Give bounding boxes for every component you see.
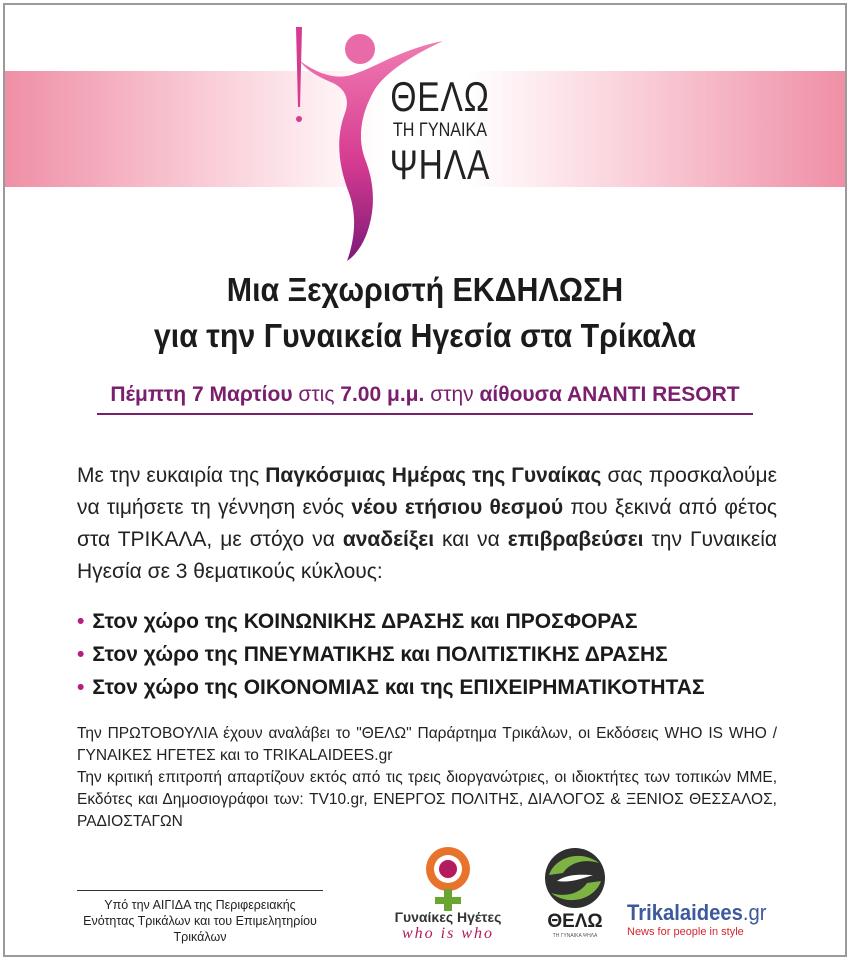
trikalaidees-tld: .gr [742, 900, 767, 925]
bullet-icon: • [77, 643, 85, 666]
body-bold: νέου ετήσιου θεσμού [351, 496, 564, 519]
footnotes [77, 723, 777, 833]
aegis-note: Υπό την ΑΙΓΙΔΑ της Περιφερειακής Ενότητας Τρικάλων και του Επιμελητηρίου Τρικάλων [77, 890, 323, 945]
flyer-frame [3, 3, 847, 957]
trikalaidees-name: Trikalaidees [627, 900, 743, 925]
theme-label: Στον χώρο της ΠΝΕΥΜΑΤΙΚΗΣ και ΠΟΛΙΤΙΣΤΙΚΗΣ ΔΡΑΣΗΣ [92, 643, 668, 666]
body-bold: αναδείξει [342, 528, 435, 551]
event-title [39, 267, 812, 359]
thelo-circle-icon [535, 845, 615, 911]
initiative-note: Την ΠΡΩΤΟΒΟΥΛΙΑ έχουν αναλάβει το "ΘΕΛΩ" Παράρτημα Τρικάλων, οι Εκδόσεις WHO IS WHO / ΓΥΝΑΙΚΕΣ ΗΓΕΤΕΣ και το TRIKALAIDEES.gr [77, 725, 777, 764]
logo-line-3: ΨΗΛΑ [389, 141, 491, 188]
trikalaidees-slogan: News for people in style [627, 926, 744, 938]
trikalaidees-logo [627, 901, 797, 939]
bullet-icon: • [77, 610, 85, 633]
event-venue: αίθουσα ΑΝΑΝΤΙ RESORT [479, 383, 740, 406]
logo-line-2: ΤΗ ΓΥΝΑΙΚΑ [392, 120, 488, 141]
logo-wordmark [375, 75, 505, 187]
who-is-who-label: who is who [401, 925, 494, 942]
theme-label: Στον χώρο της ΟΙΚΟΝΟΜΙΑΣ και της ΕΠΙΧΕΙΡΗΜΑΤΙΚΟΤΗΤΑΣ [92, 676, 705, 699]
body-text: την Γυναικεία Ηγεσία σε 3 θεματικούς κύκλους: [77, 528, 778, 583]
theme-item [77, 605, 797, 638]
theme-list [77, 605, 797, 704]
committee-note: Την κριτική επιτροπή απαρτίζουν εκτός από τις τρεις διοργανώτριες, οι ιδιοκτήτες των τοπικών ΜΜΕ, Εκδότες και Δημοσιογράφοι των: TV10.gr, ΕΝΕΡΓΟΣ ΠΟΛΙΤΗΣ, ΔΙΑΛΟΓΟΣ & ΞΕΝΙΟΣ ΘΕΣΣΑΛΟΣ, ΡΑΔΙΟΣΤΑΓΩΝ [77, 769, 777, 830]
gynaikes- igetes-logo [373, 843, 523, 943]
logo-line-1: ΘΕΛΩ [390, 73, 490, 120]
bullet-icon: • [77, 676, 85, 699]
body-text: και να [442, 528, 500, 551]
event-in: στην [430, 383, 474, 406]
body-bold: επιβραβεύσει [507, 528, 644, 551]
theme-label: Στον χώρο της ΚΟΙΝΩΝΙΚΗΣ ΔΡΑΣΗΣ και ΠΡΟΣΦΟΡΑΣ [92, 610, 638, 633]
gynaikes-igetes-label: Γυναίκες Ηγέτες [394, 909, 502, 925]
body-text: Με την ευκαιρία της [77, 464, 260, 487]
body-text: που ξεκινά από φέτος στα ΤΡΙΚΑΛΑ, με στόχο να [77, 496, 778, 551]
body-text: σας προσκαλούμε να τιμήσετε τη γέννηση ενός [77, 464, 777, 519]
logo-exclamation [295, 27, 303, 127]
theme-item [77, 638, 797, 671]
venus-symbol-icon [373, 843, 523, 913]
event-at: στις [298, 383, 335, 406]
trikalaidees-wordmark [627, 901, 783, 925]
event-dateline [97, 379, 753, 415]
thelo-label: ΘΕΛΩ [547, 911, 603, 932]
event-time: 7.00 μ.μ. [340, 383, 425, 406]
invitation-paragraph [77, 460, 777, 588]
title-line-1: Μια Ξεχωριστή ΕΚΔΗΛΩΣΗ [226, 271, 624, 308]
body-bold: Παγκόσμιας Ημέρας της Γυναίκας [265, 464, 602, 487]
thelo-sponsor-logo [535, 845, 615, 941]
thelo-logo [295, 27, 535, 263]
title-line-2: για την Γυναικεία Ηγεσία στα Τρίκαλα [153, 317, 697, 354]
event-date: Πέμπτη 7 Μαρτίου [110, 383, 293, 406]
thelo-sublabel: ΤΗ ΓΥΝΑΙΚΑ ΨΗΛΑ [552, 933, 598, 939]
theme-item [77, 671, 797, 704]
